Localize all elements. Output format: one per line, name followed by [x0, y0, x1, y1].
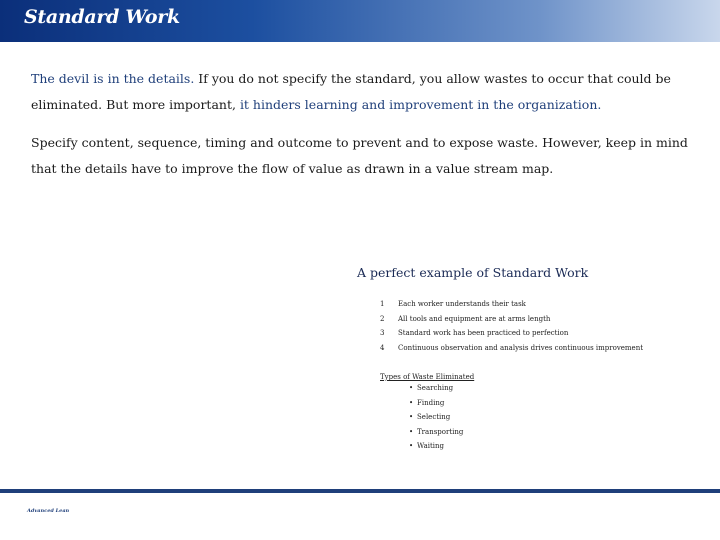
- paragraph-specify: Specify content, sequence, timing and outcome to prevent and to expose waste. However, keep in mind that the details have to improve the flow of value as drawn in a value stream map.: [31, 135, 688, 176]
- step-text: All tools and equipment are at arms length: [398, 314, 551, 323]
- waste-item: [380, 413, 474, 428]
- bullet-icon: •: [409, 384, 414, 392]
- waste-list: [380, 384, 474, 457]
- waste-item: [380, 384, 474, 399]
- example-title: A perfect example of Standard Work: [357, 265, 589, 280]
- slide-title: Standard Work: [24, 6, 180, 28]
- waste-item: [380, 399, 474, 414]
- waste-item-label: Transporting: [417, 427, 464, 436]
- step-number: 3: [380, 329, 385, 337]
- paragraph-intro-part1: The devil is in the details.: [31, 71, 199, 86]
- waste-title: Types of Waste Eliminated: [380, 373, 475, 381]
- waste-section: [380, 373, 474, 457]
- step-text: Each worker understands their task: [398, 300, 526, 308]
- waste-item-label: Finding: [417, 398, 445, 407]
- step-text: Continuous observation and analysis drives continuous improvement: [398, 343, 644, 352]
- waste-item-label: Selecting: [417, 413, 451, 421]
- footer-label: Advanced Lean: [27, 508, 70, 514]
- waste-item: [380, 442, 474, 457]
- paragraph-intro-part2: If you do not specify the standard, you allow wastes to occur that could be eliminated. But more important,: [31, 71, 671, 112]
- step-number: 1: [380, 300, 385, 308]
- bullet-icon: •: [409, 427, 414, 436]
- bullet-icon: •: [409, 442, 414, 450]
- footer-divider: [0, 489, 720, 493]
- step-text: Standard work has been practiced to perfection: [398, 329, 569, 337]
- waste-item: [380, 428, 474, 443]
- waste-item-label: Waiting: [417, 442, 445, 450]
- paragraph-intro-part3: it hinders learning and improvement in the organization.: [239, 97, 602, 112]
- paragraph-intro: [31, 66, 691, 118]
- bullet-icon: •: [409, 413, 414, 421]
- step-number: 4: [380, 343, 385, 352]
- waste-item-label: Searching: [417, 384, 454, 392]
- bullet-icon: •: [409, 398, 414, 407]
- step-number: 2: [380, 314, 385, 323]
